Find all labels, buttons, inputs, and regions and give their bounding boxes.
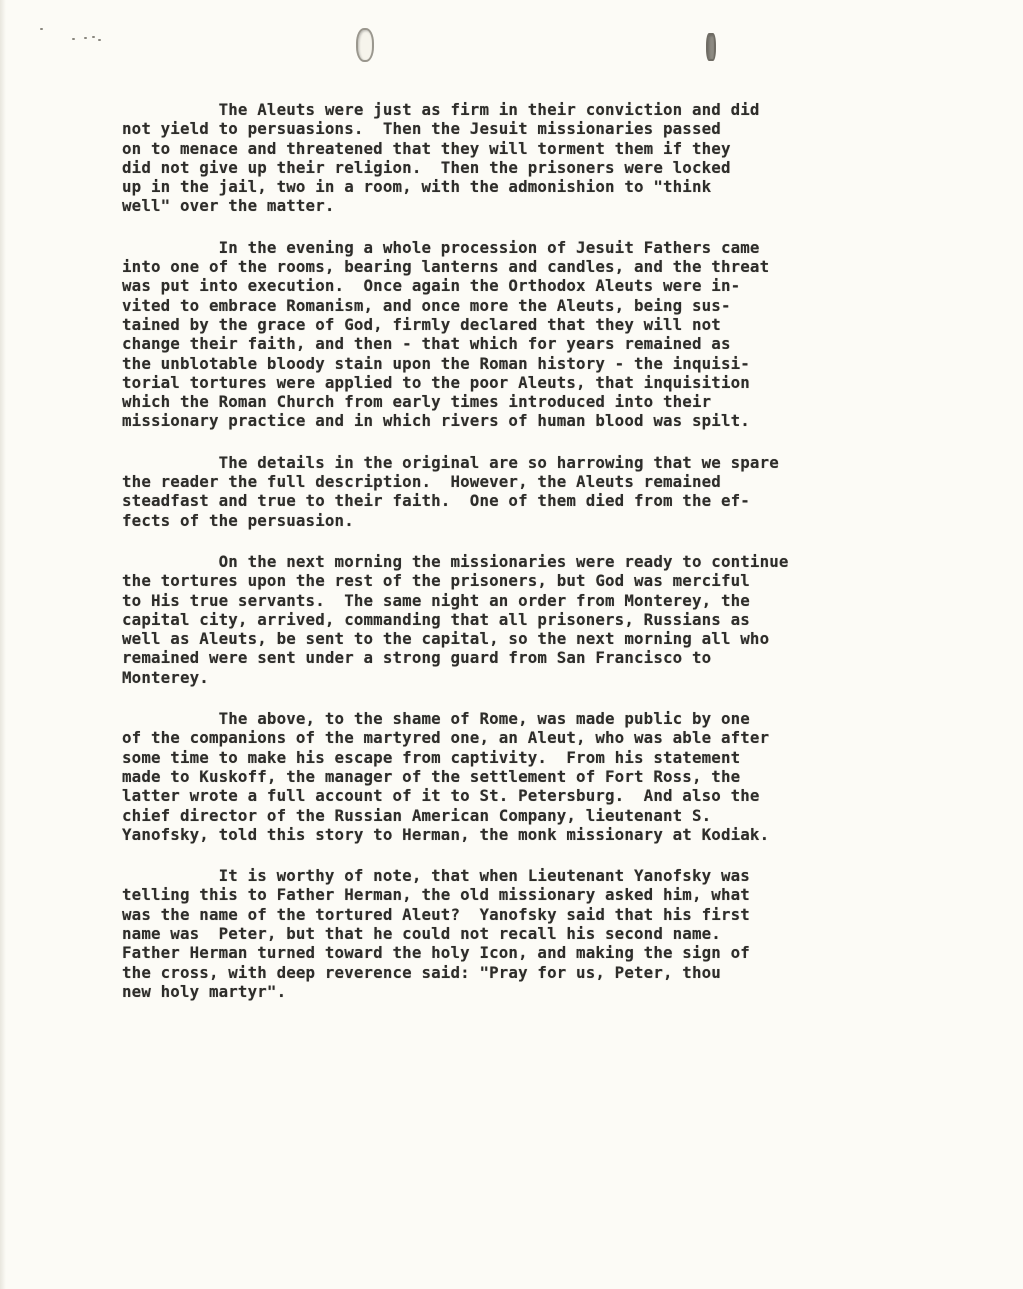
text-line: the unblotable bloody stain upon the Roman history - the inquisi- (122, 353, 750, 373)
page-edge-shadow (0, 0, 6, 1289)
text-line: which the Roman Church from early times introduced into their (122, 392, 712, 412)
speck (72, 38, 75, 40)
text-line: the reader the full description. However, the Aleuts remained (122, 472, 721, 492)
text-line: chief director of the Russian American Company, lieutenant S. (122, 805, 712, 825)
text-line: the tortures upon the rest of the prisoners, but God was merciful (122, 571, 750, 591)
text-line: torial tortures were applied to the poor Aleuts, that inquisition (122, 372, 750, 392)
text-line: tained by the grace of God, firmly declared that they will not (122, 314, 721, 334)
text-line: was put into execution. Once again the Orthodox Aleuts were in- (122, 276, 741, 296)
text-line: Father Herman turned toward the holy Icon, and making the sign of (122, 943, 750, 963)
text-line: steadfast and true to their faith. One of them died from the ef- (122, 491, 750, 511)
speck (92, 36, 95, 38)
paragraph-2 (122, 238, 962, 431)
text-line: fects of the persuasion. (122, 510, 354, 530)
document-body (122, 100, 962, 1023)
text-line: latter wrote a full account of it to St. Petersburg. And also the (122, 786, 760, 806)
text-line: name was Peter, but that he could not recall his second name. (122, 923, 721, 943)
text-line: to His true servants. The same night an order from Monterey, the (122, 590, 750, 610)
paragraph-5 (122, 709, 962, 844)
text-line: some time to make his escape from captivity. From his statement (122, 747, 741, 767)
text-line: not yield to persuasions. Then the Jesuit missionaries passed (122, 119, 721, 139)
paragraph-4 (122, 552, 962, 687)
text-line: Monterey. (122, 667, 209, 687)
speck (98, 39, 101, 41)
text-line: did not give up their religion. Then the prisoners were locked (122, 157, 731, 177)
speck (84, 37, 87, 39)
paragraph-3 (122, 453, 962, 530)
text-line: change their faith, and then - that which for years remained as (122, 334, 731, 354)
text-line: vited to embrace Romanism, and once more the Aleuts, being sus- (122, 295, 731, 315)
text-line: The Aleuts were just as firm in their conviction and did (122, 100, 760, 119)
text-line: The details in the original are so harrowing that we spare (122, 452, 779, 472)
text-line: up in the jail, two in a room, with the admonishion to "think (122, 177, 712, 197)
text-line: the cross, with deep reverence said: "Pray for us, Peter, thou (122, 962, 721, 982)
text-line: well as Aleuts, be sent to the capital, so the next morning all who (122, 629, 770, 649)
text-line: On the next morning the missionaries were ready to continue (122, 551, 789, 571)
text-line: remained were sent under a strong guard from San Francisco to (122, 648, 712, 668)
paragraph-6 (122, 866, 962, 1001)
text-line: into one of the rooms, bearing lanterns and candles, and the threat (122, 257, 770, 277)
paper-specks (38, 24, 118, 48)
text-line: It is worthy of note, that when Lieutenant Yanofsky was (122, 866, 750, 886)
text-line: made to Kuskoff, the manager of the settlement of Fort Ross, the (122, 766, 741, 786)
text-line: of the companions of the martyred one, an Aleut, who was able after (122, 728, 770, 748)
text-line: In the evening a whole procession of Jesuit Fathers came (122, 237, 760, 257)
speck (40, 28, 43, 30)
text-line: Yanofsky, told this story to Herman, the monk missionary at Kodiak. (122, 824, 770, 844)
text-line: well" over the matter. (122, 196, 335, 216)
text-line: The above, to the shame of Rome, was made public by one (122, 709, 750, 729)
paragraph-1 (122, 100, 962, 216)
text-line: telling this to Father Herman, the old missionary asked him, what (122, 885, 750, 905)
text-line: was the name of the tortured Aleut? Yanofsky said that his first (122, 904, 750, 924)
text-line: capital city, arrived, commanding that all prisoners, Russians as (122, 609, 750, 629)
punch-hole-right (706, 33, 716, 61)
text-line: missionary practice and in which rivers of human blood was spilt. (122, 411, 750, 431)
text-line: new holy martyr". (122, 981, 287, 1001)
punch-hole-left (356, 28, 374, 62)
text-line: on to menace and threatened that they will torment them if they (122, 138, 731, 158)
